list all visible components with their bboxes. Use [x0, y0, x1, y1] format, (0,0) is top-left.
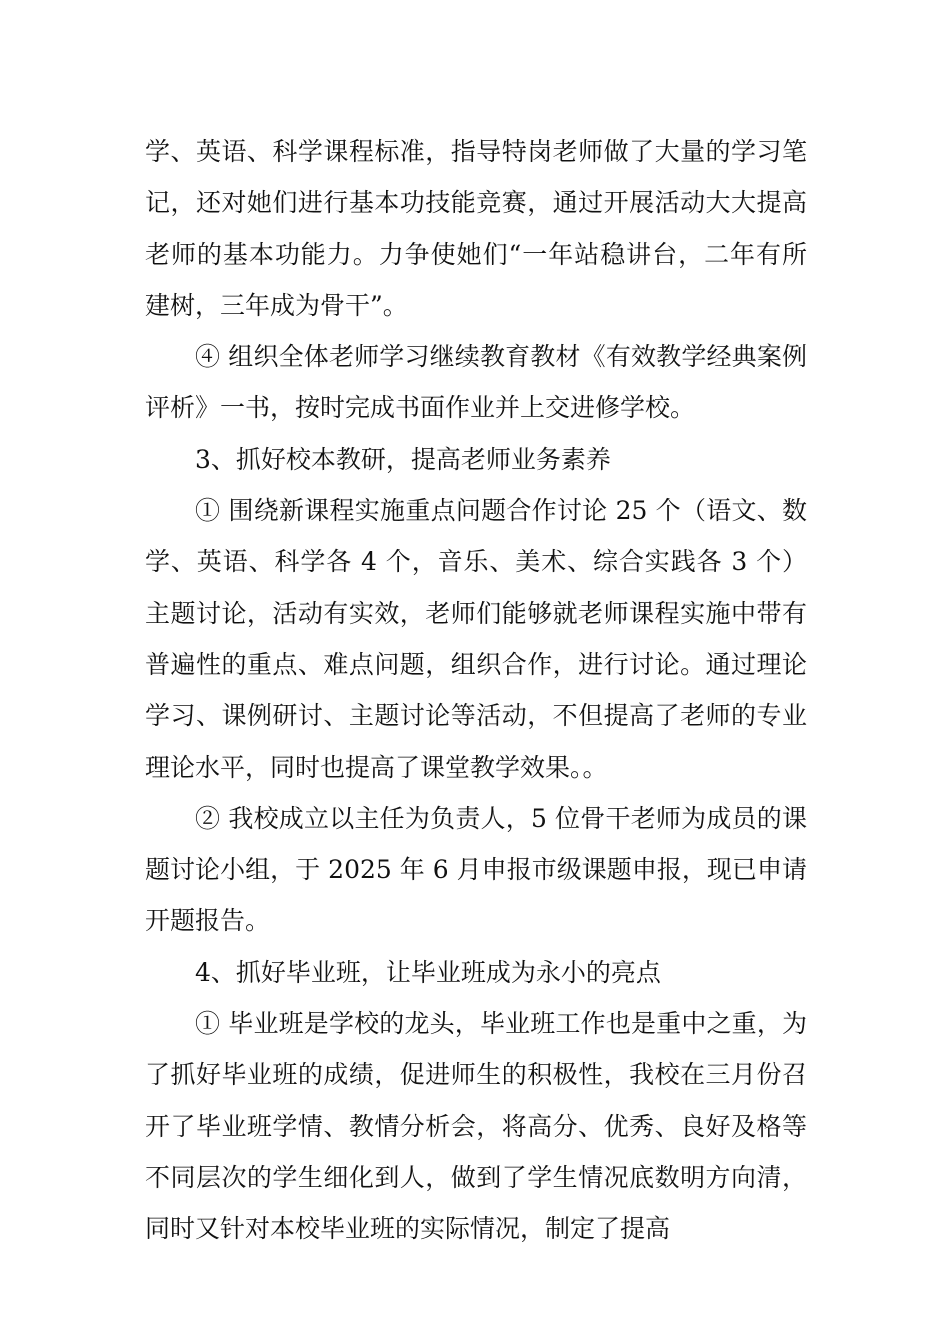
paragraph-item-2: ② 我校成立以主任为负责人，5 位骨干老师为成员的课题讨论小组，于 2025 年 6 月申报市级课题申报，现已申请开题报告。	[145, 803, 807, 936]
paragraph-item-1-graduation: ① 毕业班是学校的龙头，毕业班工作也是重中之重，为了抓好毕业班的成绩，促进师生的积极性，我校在三月份召开了毕业班学情、教情分析会，将高分、优秀、良好及格等不同层次的学生细化到人，做到了学生情况底数明方向清，同时又针对本校毕业班的实际情况，制定了提高	[145, 1009, 807, 1244]
document-body	[145, 126, 807, 1255]
section-heading-4: 4、抓好毕业班，让毕业班成为永小的亮点	[195, 957, 661, 987]
paragraph-item-1: ① 围绕新课程实施重点问题合作讨论 25 个（语文、数学、英语、科学各 4 个，音乐、美术、综合实践各 3 个）主题讨论，活动有实效，老师们能够就老师课程实施中带有普遍性的重点、难点问题，组织合作，进行讨论。通过理论学习、课例研讨、主题讨论等活动，不但提高了老师的专业理论水平，同时也提高了课堂教学效果。。	[145, 496, 807, 782]
section-heading-3: 3、抓好校本教研，提高老师业务素养	[195, 444, 611, 474]
paragraph-item-4: ④ 组织全体老师学习继续教育教材《有效教学经典案例评析》一书，按时完成书面作业并上交进修学校。	[145, 342, 807, 423]
paragraph-continuation: 学、英语、科学课程标准，指导特岗老师做了大量的学习笔记，还对她们进行基本功技能竞赛，通过开展活动大大提高老师的基本功能力。力争使她们“一年站稳讲台，二年有所建树，三年成为骨干”。	[145, 137, 807, 320]
